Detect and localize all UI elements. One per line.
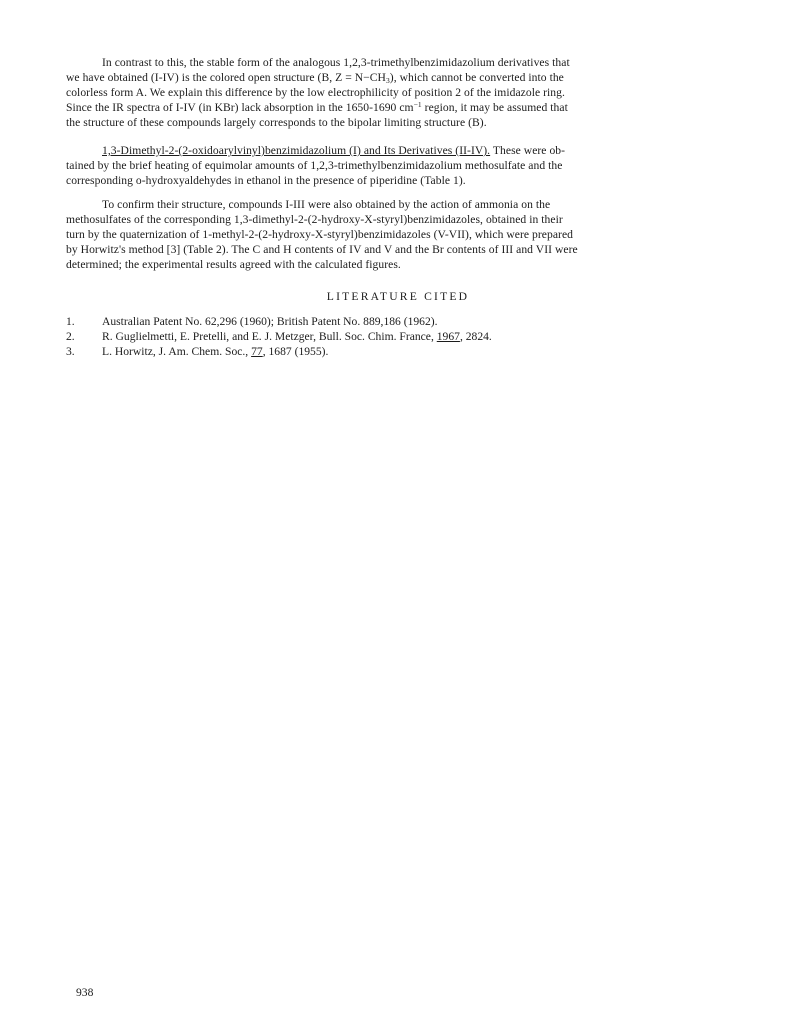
text-line: Since the IR spectra of I-IV (in KBr) lack absorption in the 1650-1690 $cm^{-1}$ region, it may be assumed that — [66, 100, 568, 114]
reference-text: L. Horwitz, J. Am. Chem. Soc., 77, 1687 (1955). — [102, 345, 329, 358]
paragraph-trimethyl-derivatives — [66, 55, 730, 130]
reference-item — [66, 344, 730, 359]
reference-text: Australian Patent No. 62,296 (1960); British Patent No. 889,186 (1962). — [102, 315, 438, 328]
reference-volume: 77 — [251, 345, 263, 358]
reference-volume: 1967 — [436, 330, 460, 343]
reference-item — [66, 329, 730, 344]
text-line: methosulfates of the corresponding 1,3-dimethyl-2-(2-hydroxy-X-styryl)benzimidazoles, obtained in their — [66, 213, 563, 226]
text-line: 1,3-Dimethyl-2-(2-oxidoarylvinyl)benzimidazolium (I) and Its Derivatives (II-IV). These were ob- — [102, 144, 566, 157]
reference-number: 2. — [66, 330, 75, 343]
text-line: determined; the experimental results agreed with the calculated figures. — [66, 258, 401, 271]
reference-number: 1. — [66, 315, 75, 328]
text-line: by Horwitz's method [3] (Table 2). The C and H contents of IV and V and the Br contents of III and VII were — [66, 243, 578, 256]
page-number: 938 — [76, 986, 94, 999]
text-line: In contrast to this, the stable form of the analogous 1,2,3-trimethylbenzimidazolium derivatives that — [102, 56, 570, 69]
reference-text: R. Guglielmetti, E. Pretelli, and E. J. Metzger, Bull. Soc. Chim. France, 1967, 2824. — [102, 330, 492, 343]
text-line: colorless form A. We explain this difference by the low electrophilicity of position 2 of the imidazole ring. — [66, 86, 565, 99]
subscript: 3 — [385, 76, 390, 85]
text-line: tained by the brief heating of equimolar amounts of 1,2,3-trimethylbenzimidazolium methosulfate and the — [66, 159, 563, 172]
text-line: To confirm their structure, compounds I-III were also obtained by the action of ammonia on the — [102, 198, 551, 211]
literature-cited-heading: LITERATURE CITED — [326, 290, 470, 303]
reference-list — [66, 314, 730, 359]
section-run-in-heading: 1,3-Dimethyl-2-(2-oxidoarylvinyl)benzimidazolium (I) and Its Derivatives (II-IV). — [102, 144, 491, 157]
paragraph-structure-confirmation — [66, 197, 730, 272]
text-line: we have obtained (I-IV) is the colored open structure (B, $Z = N-CH_3$), which cannot be converted into the — [66, 71, 564, 85]
paragraph-synthesis — [66, 143, 730, 188]
text-line: the structure of these compounds largely corresponds to the bipolar limiting structure (B). — [66, 116, 487, 129]
reference-number: 3. — [66, 345, 75, 358]
text-line: corresponding o-hydroxyaldehydes in ethanol in the presence of piperidine (Table 1). — [66, 174, 466, 187]
superscript: −1 — [413, 100, 422, 109]
text-line: turn by the quaternization of 1-methyl-2-(2-hydroxy-X-styryl)benzimidazoles (V-VII), which were prepared — [66, 228, 573, 241]
reference-item — [66, 314, 730, 329]
